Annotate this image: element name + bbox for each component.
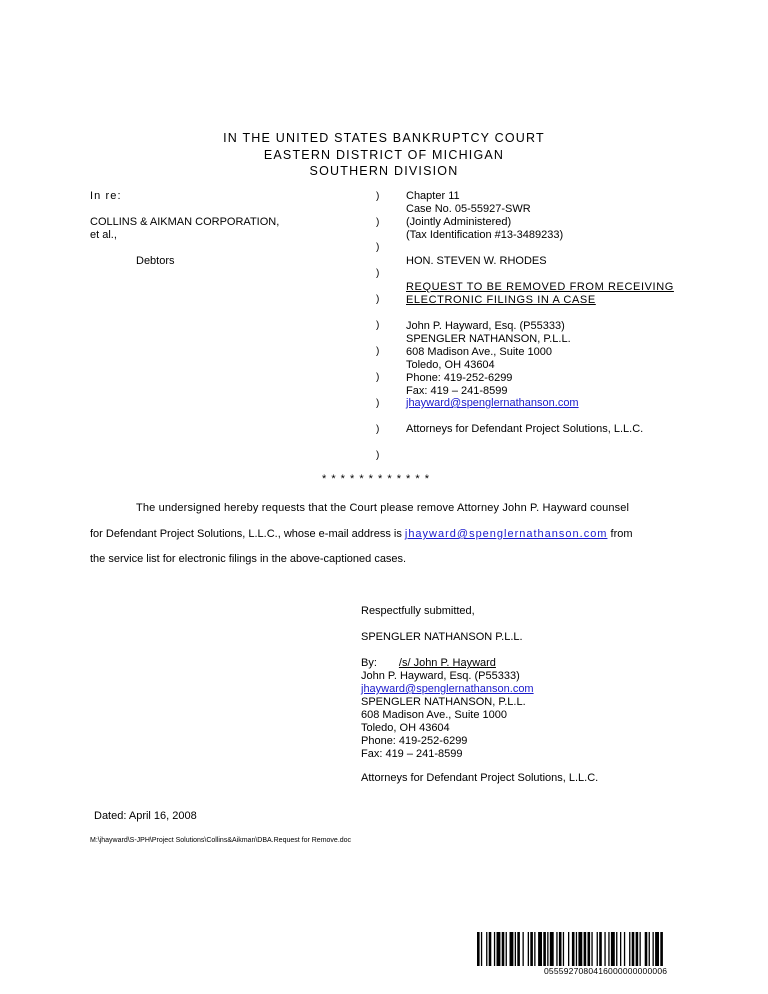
debtors-label: Debtors (136, 255, 175, 267)
caption-paren: ) (376, 242, 380, 253)
attorney-email-link[interactable]: jhayward@spenglernathanson.com (406, 397, 579, 409)
signature-by-line (361, 657, 583, 670)
firm-address-line2: Toledo, OH 43604 (406, 359, 495, 371)
debtor-etal: et al., (90, 229, 117, 241)
body-line3: the service list for electronic filings in the above-captioned cases. (90, 553, 407, 565)
body-line2-text: for Defendant Project Solutions, L.L.C., whose e-mail address is (90, 528, 405, 540)
judge-name: HON. STEVEN W. RHODES (406, 255, 547, 267)
asterisk-separator: * * * * * * * * * * * * (322, 473, 430, 485)
caption-paren: ) (376, 424, 380, 435)
caption-paren: ) (376, 372, 380, 383)
caption-paren: ) (376, 320, 380, 331)
caption-paren: ) (376, 191, 380, 202)
signature-phone: Phone: 419-252-6299 (361, 735, 468, 747)
tax-id: (Tax Identification #13-3489233) (406, 229, 564, 241)
signature-line: /s/ John P. Hayward (398, 657, 496, 669)
debtor-name: COLLINS & AIKMAN CORPORATION, (90, 216, 280, 228)
signature-attorneys-for: Attorneys for Defendant Project Solutions, L.L.C. (361, 772, 599, 784)
caption-paren: ) (376, 217, 380, 228)
caption-paren: ) (376, 398, 380, 409)
caption-paren: ) (376, 268, 380, 279)
request-title-line2: ELECTRONIC FILINGS IN A CASE (406, 294, 596, 306)
file-path: M:\jhayward\S-JPH\Project Solutions\Collins&Aikman\DBA.Request for Remove.doc (90, 837, 352, 844)
signature-attorney-name: John P. Hayward, Esq. (P55333) (361, 670, 520, 682)
court-name: IN THE UNITED STATES BANKRUPTCY COURT (223, 131, 545, 145)
attorney-name: John P. Hayward, Esq. (P55333) (406, 320, 565, 332)
attorneys-for: Attorneys for Defendant Project Solutions, L.L.C. (406, 423, 644, 435)
chapter: Chapter 11 (406, 190, 460, 202)
court-district: EASTERN DISTRICT OF MICHIGAN (263, 148, 505, 162)
body-line2-end: from (607, 528, 633, 540)
caption-paren: ) (376, 294, 380, 305)
signature-fax: Fax: 419 – 241-8599 (361, 748, 463, 760)
body-line1: The undersigned hereby requests that the Court please remove Attorney John P. Hayward counsel (136, 502, 630, 514)
by-label: By: (361, 657, 377, 669)
firm-address-line1: 608 Madison Ave., Suite 1000 (406, 346, 552, 358)
case-number: Case No. 05-55927-SWR (406, 203, 531, 215)
signature-email-link[interactable]: jhayward@spenglernathanson.com (361, 683, 534, 695)
firm-phone: Phone: 419-252-6299 (406, 372, 513, 384)
signature-firm: SPENGLER NATHANSON, P.L.L. (361, 696, 526, 708)
signature-address-line1: 608 Madison Ave., Suite 1000 (361, 709, 507, 721)
signature-address-line2: Toledo, OH 43604 (361, 722, 450, 734)
signature-firm-header: SPENGLER NATHANSON P.L.L. (361, 631, 523, 643)
respectfully-submitted: Respectfully submitted, (361, 605, 475, 617)
body-email-link[interactable]: jhayward@spenglernathanson.com (404, 528, 608, 540)
court-division: SOUTHERN DIVISION (309, 164, 459, 178)
firm-name: SPENGLER NATHANSON, P.L.L. (406, 333, 571, 345)
caption-paren: ) (376, 346, 380, 357)
caption-paren: ) (376, 450, 380, 461)
firm-fax: Fax: 419 – 241-8599 (406, 385, 508, 397)
dated-line: Dated: April 16, 2008 (94, 810, 197, 822)
barcode-number: 0555927080416000000000006 (544, 966, 668, 976)
barcode-image (477, 932, 743, 966)
jointly-administered: (Jointly Administered) (406, 216, 512, 228)
request-title-line1: REQUEST TO BE REMOVED FROM RECEIVING (406, 281, 674, 293)
in-re-label: In re: (90, 190, 122, 202)
body-line2 (90, 528, 633, 541)
